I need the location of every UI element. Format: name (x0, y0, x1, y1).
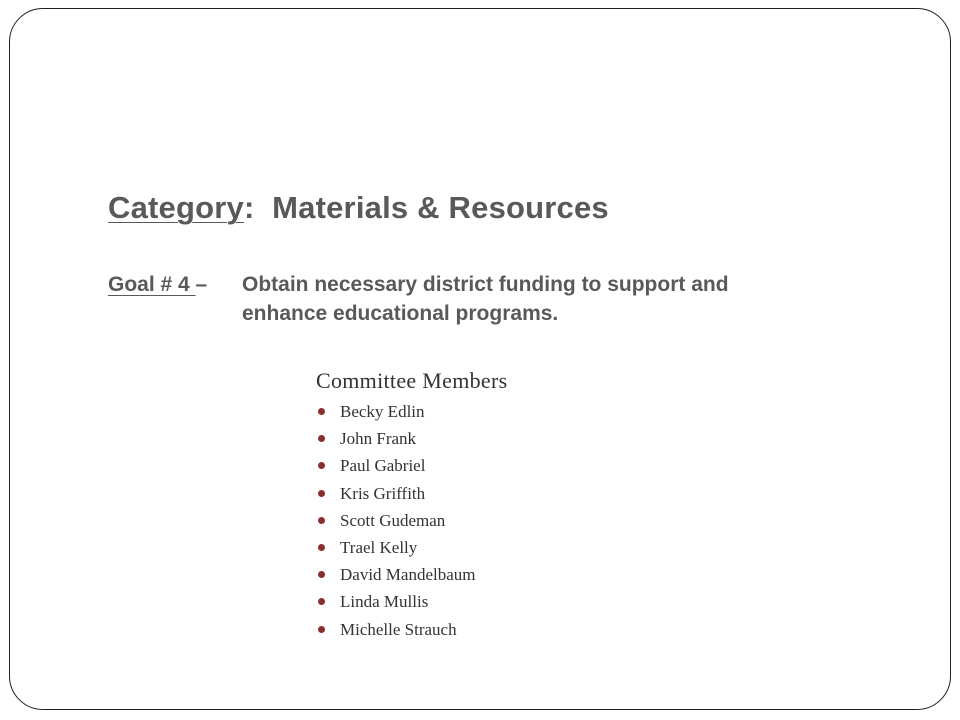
committee-member-list (316, 398, 507, 643)
goal-text-line-2: enhance educational programs. (242, 302, 559, 325)
list-item (316, 480, 507, 507)
goal-text-line-1: Obtain necessary district funding to support and (242, 273, 729, 296)
goal-line-2 (108, 299, 908, 328)
bullet-icon (318, 435, 325, 442)
member-name: Michelle Strauch (340, 619, 457, 639)
list-item (316, 561, 507, 588)
category-separator: : (243, 190, 255, 225)
committee-section (316, 368, 507, 643)
bullet-icon (318, 598, 325, 605)
goal-label-wrap (108, 270, 242, 299)
member-name: Linda Mullis (340, 592, 429, 612)
bullet-icon (318, 408, 325, 415)
list-item (316, 398, 507, 425)
list-item (316, 588, 507, 615)
member-name: Trael Kelly (340, 537, 418, 557)
bullet-icon (318, 544, 325, 551)
member-name: John Frank (340, 429, 417, 449)
slide-title (108, 190, 609, 226)
bullet-icon (318, 462, 325, 469)
category-label: Category (108, 190, 244, 225)
category-text: Materials & Resources (254, 190, 609, 225)
bullet-icon (318, 517, 325, 524)
member-name: David Mandelbaum (340, 565, 476, 585)
list-item (316, 425, 507, 452)
member-name: Becky Edlin (340, 402, 425, 421)
goal-line-1 (108, 270, 908, 299)
goal-statement (108, 270, 908, 328)
bullet-icon (318, 490, 325, 497)
member-name: Paul Gabriel (340, 456, 426, 476)
member-name: Scott Gudeman (340, 510, 446, 530)
list-item (316, 452, 507, 479)
list-item (316, 534, 507, 561)
goal-label: Goal # 4 (108, 273, 196, 296)
goal-dash: – (195, 273, 214, 296)
bullet-icon (318, 571, 325, 578)
list-item (316, 507, 507, 534)
committee-heading: Committee Members (316, 368, 508, 393)
list-item (316, 616, 507, 643)
bullet-icon (318, 626, 325, 633)
member-name: Kris Griffith (340, 483, 426, 503)
